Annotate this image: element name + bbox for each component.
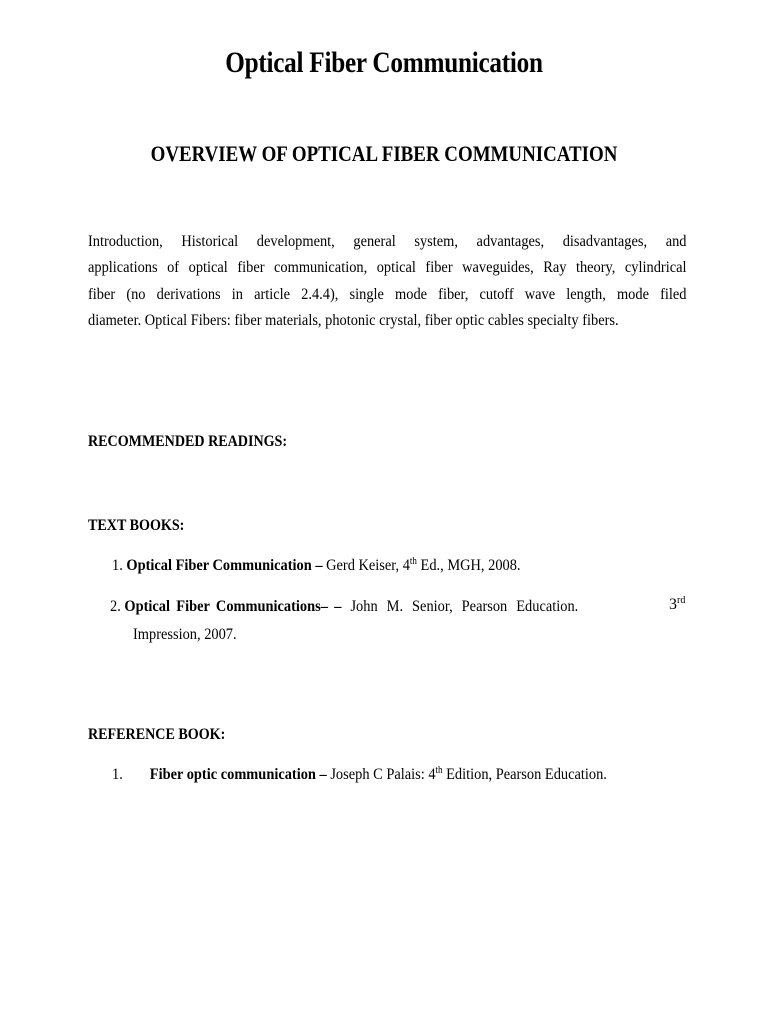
list-number: 1. (112, 766, 123, 783)
intro-line: applications of optical fiber communication, optical fiber waveguides, Ray theory, cylindrical (88, 259, 687, 277)
intro-line: fiber (no derivations in article 2.4.4), single mode fiber, cutoff wave length, mode filed (88, 285, 687, 303)
intro-paragraph (88, 229, 687, 334)
book-title: Optical Fiber Communication – (126, 557, 323, 574)
book-title: Optical Fiber Communications– – (124, 598, 342, 615)
book-continuation: Impression, 2007. (133, 626, 237, 643)
superscript: th (435, 765, 443, 776)
intro-line: Introduction, Historical development, general system, advantages, disadvantages, and (88, 233, 687, 250)
section-title: OVERVIEW OF OPTICAL FIBER COMMUNICATION (150, 141, 618, 166)
book-title: Fiber optic communication – (149, 766, 327, 783)
book-details: Edition, Pearson Education. (442, 766, 607, 783)
intro-line: diameter. Optical Fibers: fiber materials, photonic crystal, fiber optic cables specialty fibers. (88, 311, 619, 329)
book-details: Joseph C Palais: 4 (326, 766, 436, 783)
edition-number: 3rd (669, 595, 686, 613)
text-books-heading: TEXT BOOKS: (88, 517, 185, 534)
reference-item (112, 766, 607, 784)
superscript: th (409, 556, 417, 567)
book-details: Gerd Keiser, 4 (322, 557, 410, 574)
list-number: 2. (110, 598, 121, 615)
textbook-item (110, 598, 578, 616)
book-details: John M. Senior, Pearson Education. (341, 598, 579, 615)
document-title: Optical Fiber Communication (225, 46, 543, 79)
list-number: 1. (112, 557, 123, 574)
reference-book-heading: REFERENCE BOOK: (88, 726, 226, 743)
textbook-item (112, 557, 521, 575)
superscript: rd (677, 595, 686, 606)
book-details: Ed., MGH, 2008. (416, 557, 521, 574)
recommended-readings-heading: RECOMMENDED READINGS: (88, 433, 288, 450)
